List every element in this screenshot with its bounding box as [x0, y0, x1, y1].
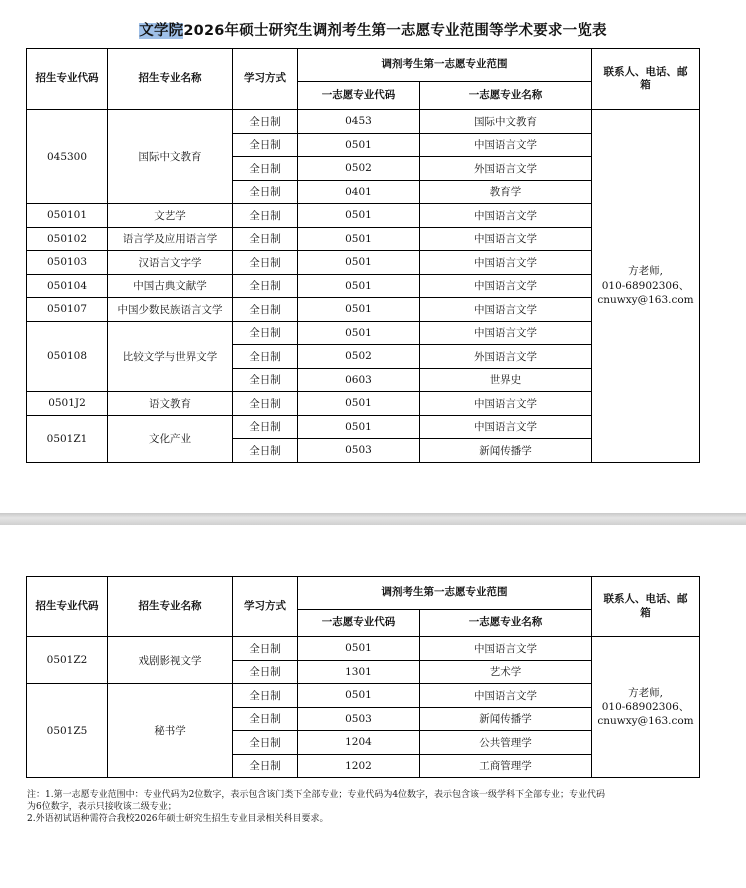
first-choice-code-cell: 0501 [298, 392, 420, 416]
major-name-cell: 比较文学与世界文学 [108, 321, 233, 392]
first-choice-name-cell: 艺术学 [420, 660, 592, 684]
study-mode-cell: 全日制 [233, 133, 298, 157]
first-choice-name-cell: 中国语言文学 [420, 133, 592, 157]
header-first-code: 一志愿专业代码 [298, 82, 420, 110]
first-choice-name-cell: 外国语言文学 [420, 157, 592, 181]
study-mode-cell: 全日制 [233, 110, 298, 134]
first-choice-code-cell: 0501 [298, 204, 420, 228]
major-code-cell: 0501Z5 [27, 684, 108, 778]
study-mode-cell: 全日制 [233, 392, 298, 416]
first-choice-name-cell: 中国语言文学 [420, 251, 592, 275]
contact-cell [592, 637, 700, 778]
major-code-cell: 050104 [27, 274, 108, 298]
first-choice-code-cell: 0502 [298, 345, 420, 369]
footnotes [27, 789, 722, 825]
first-choice-name-cell: 中国语言文学 [420, 298, 592, 322]
study-mode-cell: 全日制 [233, 298, 298, 322]
first-choice-code-cell: 1301 [298, 660, 420, 684]
study-mode-cell: 全日制 [233, 660, 298, 684]
first-choice-name-cell: 中国语言文学 [420, 274, 592, 298]
header-first-name: 一志愿专业名称 [420, 82, 592, 110]
study-mode-cell: 全日制 [233, 345, 298, 369]
major-code-cell: 050107 [27, 298, 108, 322]
requirements-table-1 [26, 48, 700, 463]
table-row [27, 637, 700, 661]
major-name-cell: 国际中文教育 [108, 110, 233, 204]
first-choice-code-cell: 0453 [298, 110, 420, 134]
major-code-cell: 050101 [27, 204, 108, 228]
study-mode-cell: 全日制 [233, 637, 298, 661]
major-code-cell: 050102 [27, 227, 108, 251]
first-choice-code-cell: 0501 [298, 298, 420, 322]
major-code-cell: 050103 [27, 251, 108, 275]
major-name-cell: 文艺学 [108, 204, 233, 228]
header-code: 招生专业代码 [27, 49, 108, 110]
first-choice-code-cell: 0603 [298, 368, 420, 392]
first-choice-code-cell: 0501 [298, 251, 420, 275]
contact-person: 方老师, [628, 686, 663, 699]
major-code-cell: 045300 [27, 110, 108, 204]
study-mode-cell: 全日制 [233, 274, 298, 298]
table-1-header [27, 49, 700, 110]
major-name-cell: 文化产业 [108, 415, 233, 462]
major-code-cell: 050108 [27, 321, 108, 392]
footnote-line-2: 为6位数字，表示只接收该二级专业； [27, 802, 177, 812]
major-code-cell: 0501J2 [27, 392, 108, 416]
major-code-cell: 0501Z2 [27, 637, 108, 684]
major-name-cell: 中国少数民族语言文学 [108, 298, 233, 322]
contact-person: 方老师, [628, 265, 663, 278]
first-choice-code-cell: 1204 [298, 731, 420, 755]
contact-cell [592, 110, 700, 463]
title-highlighted-text[interactable]: 文学院 [139, 23, 184, 39]
header-range: 调剂考生第一志愿专业范围 [298, 577, 592, 610]
study-mode-cell: 全日制 [233, 731, 298, 755]
first-choice-name-cell: 新闻传播学 [420, 707, 592, 731]
contact-phone: 010-68902306、 [601, 279, 690, 292]
major-name-cell: 中国古典文献学 [108, 274, 233, 298]
first-choice-name-cell: 中国语言文学 [420, 392, 592, 416]
footnote-line-1: 注：1.第一志愿专业范围中：专业代码为2位数字，表示包含该门类下全部专业；专业代码为4位数字，表示包含该一级学科下全部专业；专业代码 [27, 790, 606, 800]
first-choice-name-cell: 中国语言文学 [420, 321, 592, 345]
study-mode-cell: 全日制 [233, 707, 298, 731]
major-code-cell: 0501Z1 [27, 415, 108, 462]
study-mode-cell: 全日制 [233, 684, 298, 708]
header-code: 招生专业代码 [27, 577, 108, 637]
major-name-cell: 汉语言文字学 [108, 251, 233, 275]
study-mode-cell: 全日制 [233, 157, 298, 181]
contact-email: cnuwxy@163.com [597, 715, 694, 728]
major-name-cell: 戏剧影视文学 [108, 637, 233, 684]
first-choice-name-cell: 中国语言文学 [420, 227, 592, 251]
first-choice-name-cell: 外国语言文学 [420, 345, 592, 369]
first-choice-code-cell: 0501 [298, 321, 420, 345]
table-2-body [27, 637, 700, 778]
first-choice-name-cell: 国际中文教育 [420, 110, 592, 134]
document-title [0, 19, 746, 40]
header-contact: 联系人、电话、邮箱 [592, 49, 700, 110]
first-choice-name-cell: 中国语言文学 [420, 204, 592, 228]
first-choice-code-cell: 0401 [298, 180, 420, 204]
first-choice-code-cell: 0502 [298, 157, 420, 181]
first-choice-name-cell: 中国语言文学 [420, 415, 592, 439]
page-separator [0, 513, 746, 525]
contact-email: cnuwxy@163.com [597, 293, 694, 306]
first-choice-code-cell: 0501 [298, 133, 420, 157]
first-choice-code-cell: 0501 [298, 637, 420, 661]
header-first-name: 一志愿专业名称 [420, 610, 592, 637]
study-mode-cell: 全日制 [233, 321, 298, 345]
study-mode-cell: 全日制 [233, 251, 298, 275]
major-name-cell: 语文教育 [108, 392, 233, 416]
first-choice-name-cell: 教育学 [420, 180, 592, 204]
study-mode-cell: 全日制 [233, 368, 298, 392]
study-mode-cell: 全日制 [233, 180, 298, 204]
study-mode-cell: 全日制 [233, 227, 298, 251]
table-2-header [27, 577, 700, 637]
study-mode-cell: 全日制 [233, 204, 298, 228]
header-first-code: 一志愿专业代码 [298, 610, 420, 637]
first-choice-code-cell: 0501 [298, 684, 420, 708]
first-choice-name-cell: 中国语言文学 [420, 684, 592, 708]
table-row [27, 110, 700, 134]
major-name-cell: 秘书学 [108, 684, 233, 778]
header-range: 调剂考生第一志愿专业范围 [298, 49, 592, 82]
first-choice-name-cell: 公共管理学 [420, 731, 592, 755]
first-choice-code-cell: 0503 [298, 439, 420, 463]
study-mode-cell: 全日制 [233, 415, 298, 439]
first-choice-name-cell: 工商管理学 [420, 754, 592, 778]
first-choice-code-cell: 1202 [298, 754, 420, 778]
first-choice-name-cell: 世界史 [420, 368, 592, 392]
contact-phone: 010-68902306、 [601, 700, 690, 713]
header-name: 招生专业名称 [108, 49, 233, 110]
header-mode: 学习方式 [233, 49, 298, 110]
first-choice-code-cell: 0501 [298, 274, 420, 298]
major-name-cell: 语言学及应用语言学 [108, 227, 233, 251]
title-text: 2026年硕士研究生调剂考生第一志愿专业范围等学术要求一览表 [183, 23, 607, 39]
study-mode-cell: 全日制 [233, 754, 298, 778]
header-contact: 联系人、电话、邮箱 [592, 577, 700, 637]
footnote-line-3: 2.外语初试语种需符合我校2026年硕士研究生招生专业目录相关科目要求。 [27, 814, 329, 824]
first-choice-code-cell: 0501 [298, 415, 420, 439]
first-choice-name-cell: 新闻传播学 [420, 439, 592, 463]
header-name: 招生专业名称 [108, 577, 233, 637]
table-1-body [27, 110, 700, 463]
first-choice-name-cell: 中国语言文学 [420, 637, 592, 661]
first-choice-code-cell: 0503 [298, 707, 420, 731]
first-choice-code-cell: 0501 [298, 227, 420, 251]
requirements-table-2 [26, 576, 700, 778]
study-mode-cell: 全日制 [233, 439, 298, 463]
header-mode: 学习方式 [233, 577, 298, 637]
